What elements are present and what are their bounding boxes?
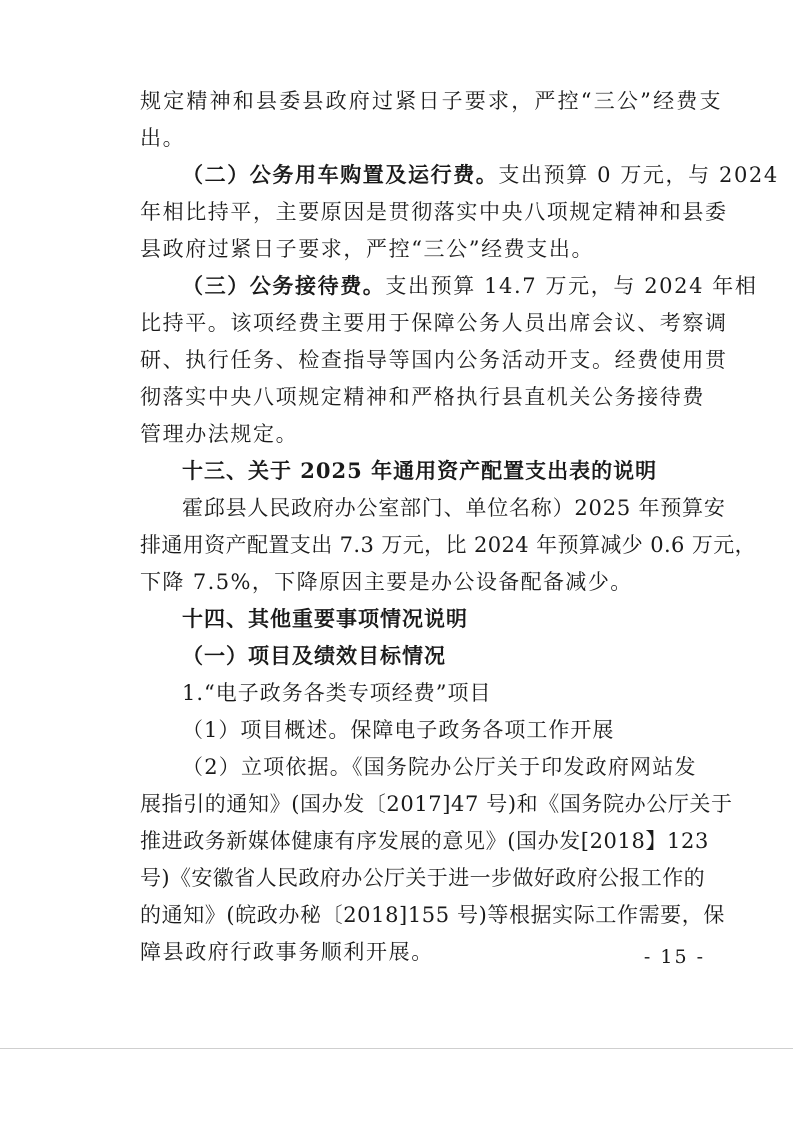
paragraph-line: （2）立项依据。《国务院办公厅关于印发政府网站发 [182, 755, 697, 779]
section-heading: 十四、其他重要事项情况说明 [182, 606, 468, 631]
paragraph-line [182, 162, 779, 188]
paragraph-line: 县政府过紧日子要求，严控“三公”经费支出。 [140, 237, 595, 261]
paragraph-line: （1）项目概述。保障电子政务各项工作开展 [182, 718, 615, 742]
page-divider [0, 1048, 793, 1049]
section-heading: 十三、关于 2025 年通用资产配置支出表的说明 [182, 458, 658, 483]
paragraph-line: 管理办法规定。 [140, 422, 299, 446]
paragraph-line: 1.“电子政务各类专项经费”项目 [182, 681, 492, 705]
paragraph-text: 支出预算 0 万元，与 2024 [498, 163, 779, 187]
section-heading: （二）公务用车购置及运行费。 [182, 162, 499, 187]
paragraph-line: 的通知》(皖政办秘〔2018]155 号)等根据实际工作需要，保 [140, 903, 725, 927]
paragraph-line: 比持平。该项经费主要用于保障公务人员出席会议、考察调 [140, 311, 728, 335]
page-number: - 15 - [643, 946, 705, 968]
section-heading: （三）公务接待费。 [182, 273, 386, 298]
paragraph-line: 规定精神和县委县政府过紧日子要求，严控“三公”经费支 [140, 89, 723, 113]
paragraph-line: 号)《安徽省人民政府办公厅关于进一步做好政府公报工作的 [140, 866, 705, 890]
paragraph-line: 年相比持平，主要原因是贯彻落实中央八项规定精神和县委 [140, 200, 728, 224]
paragraph-line: 排通用资产配置支出 7.3 万元，比 2024 年预算减少 0.6 万元， [140, 533, 757, 557]
paragraph-line: 障县政府行政事务顺利开展。 [140, 940, 434, 964]
paragraph-line: 出。 [140, 126, 186, 150]
paragraph-line: 推进政务新媒体健康有序发展的意见》(国办发[2018】123 [140, 829, 709, 853]
paragraph-line: 研、执行任务、检查指导等国内公务活动开支。经费使用贯 [140, 348, 728, 372]
section-heading: （一）项目及绩效目标情况 [182, 643, 446, 668]
paragraph-line [182, 273, 758, 299]
paragraph-text: 支出预算 14.7 万元，与 2024 年相 [385, 274, 758, 298]
paragraph-line: 下降 7.5%，下降原因主要是办公设备配备减少。 [140, 570, 633, 594]
paragraph-line: 霍邱县人民政府办公室部门、单位名称）2025 年预算安 [182, 496, 726, 520]
paragraph-line: 彻落实中央八项规定精神和严格执行县直机关公务接待费 [140, 385, 705, 409]
paragraph-line: 展指引的通知》(国办发〔2017]47 号)和《国务院办公厅关于 [140, 792, 733, 816]
